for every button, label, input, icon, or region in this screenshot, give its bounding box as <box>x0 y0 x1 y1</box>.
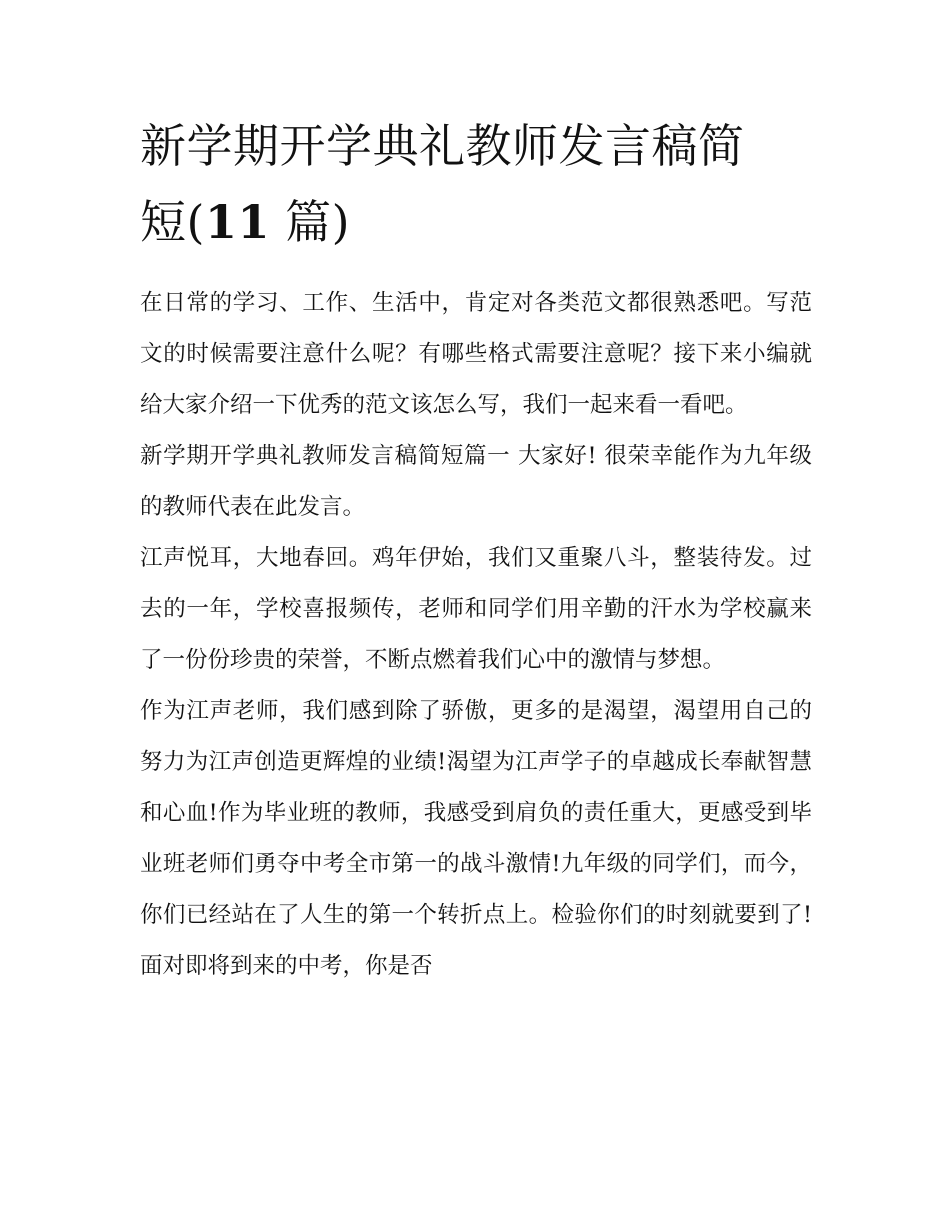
document-body <box>140 108 812 992</box>
paragraph-teacher-hopes: 作为江声老师，我们感到除了骄傲，更多的是渴望，渴望用自己的努力为江声创造更辉煌的业绩!渴望为江声学子的卓越成长奉献智慧和心血!作为毕业班的教师，我感受到肩负的责任重大，更感受到毕业班老师们勇夺中考全市第一的战斗激情!九年级的同学们，而今，你们已经站在了人生的第一个转折点上。检验你们的时刻就要到了!面对即将到来的中考，你是否 <box>140 698 812 979</box>
paragraph-intro: 在日常的学习、工作、生活中，肯定对各类范文都很熟悉吧。写范文的时候需要注意什么呢？有哪些格式需要注意呢？接下来小编就给大家介绍一下优秀的范文该怎么写，我们一起来看一看吧。 <box>140 290 812 418</box>
title-line-1: 新学期开学典礼教师发言稿简 <box>140 119 745 173</box>
document-title <box>140 108 812 260</box>
title-count: 11 <box>204 195 270 249</box>
paragraph-spring: 江声悦耳，大地春回。鸡年伊始，我们又重聚八斗，整装待发。过去的一年，学校喜报频传，老师和同学们用辛勤的汗水为学校赢来了一份份珍贵的荣誉，不断点燃着我们心中的激情与梦想。 <box>140 545 812 673</box>
title-line-2-suffix: 篇) <box>269 195 351 249</box>
paragraph-greeting: 新学期开学典礼教师发言稿简短篇一 大家好! 很荣幸能作为九年级的教师代表在此发言。 <box>140 443 812 520</box>
title-line-2-prefix: 短( <box>140 195 205 249</box>
